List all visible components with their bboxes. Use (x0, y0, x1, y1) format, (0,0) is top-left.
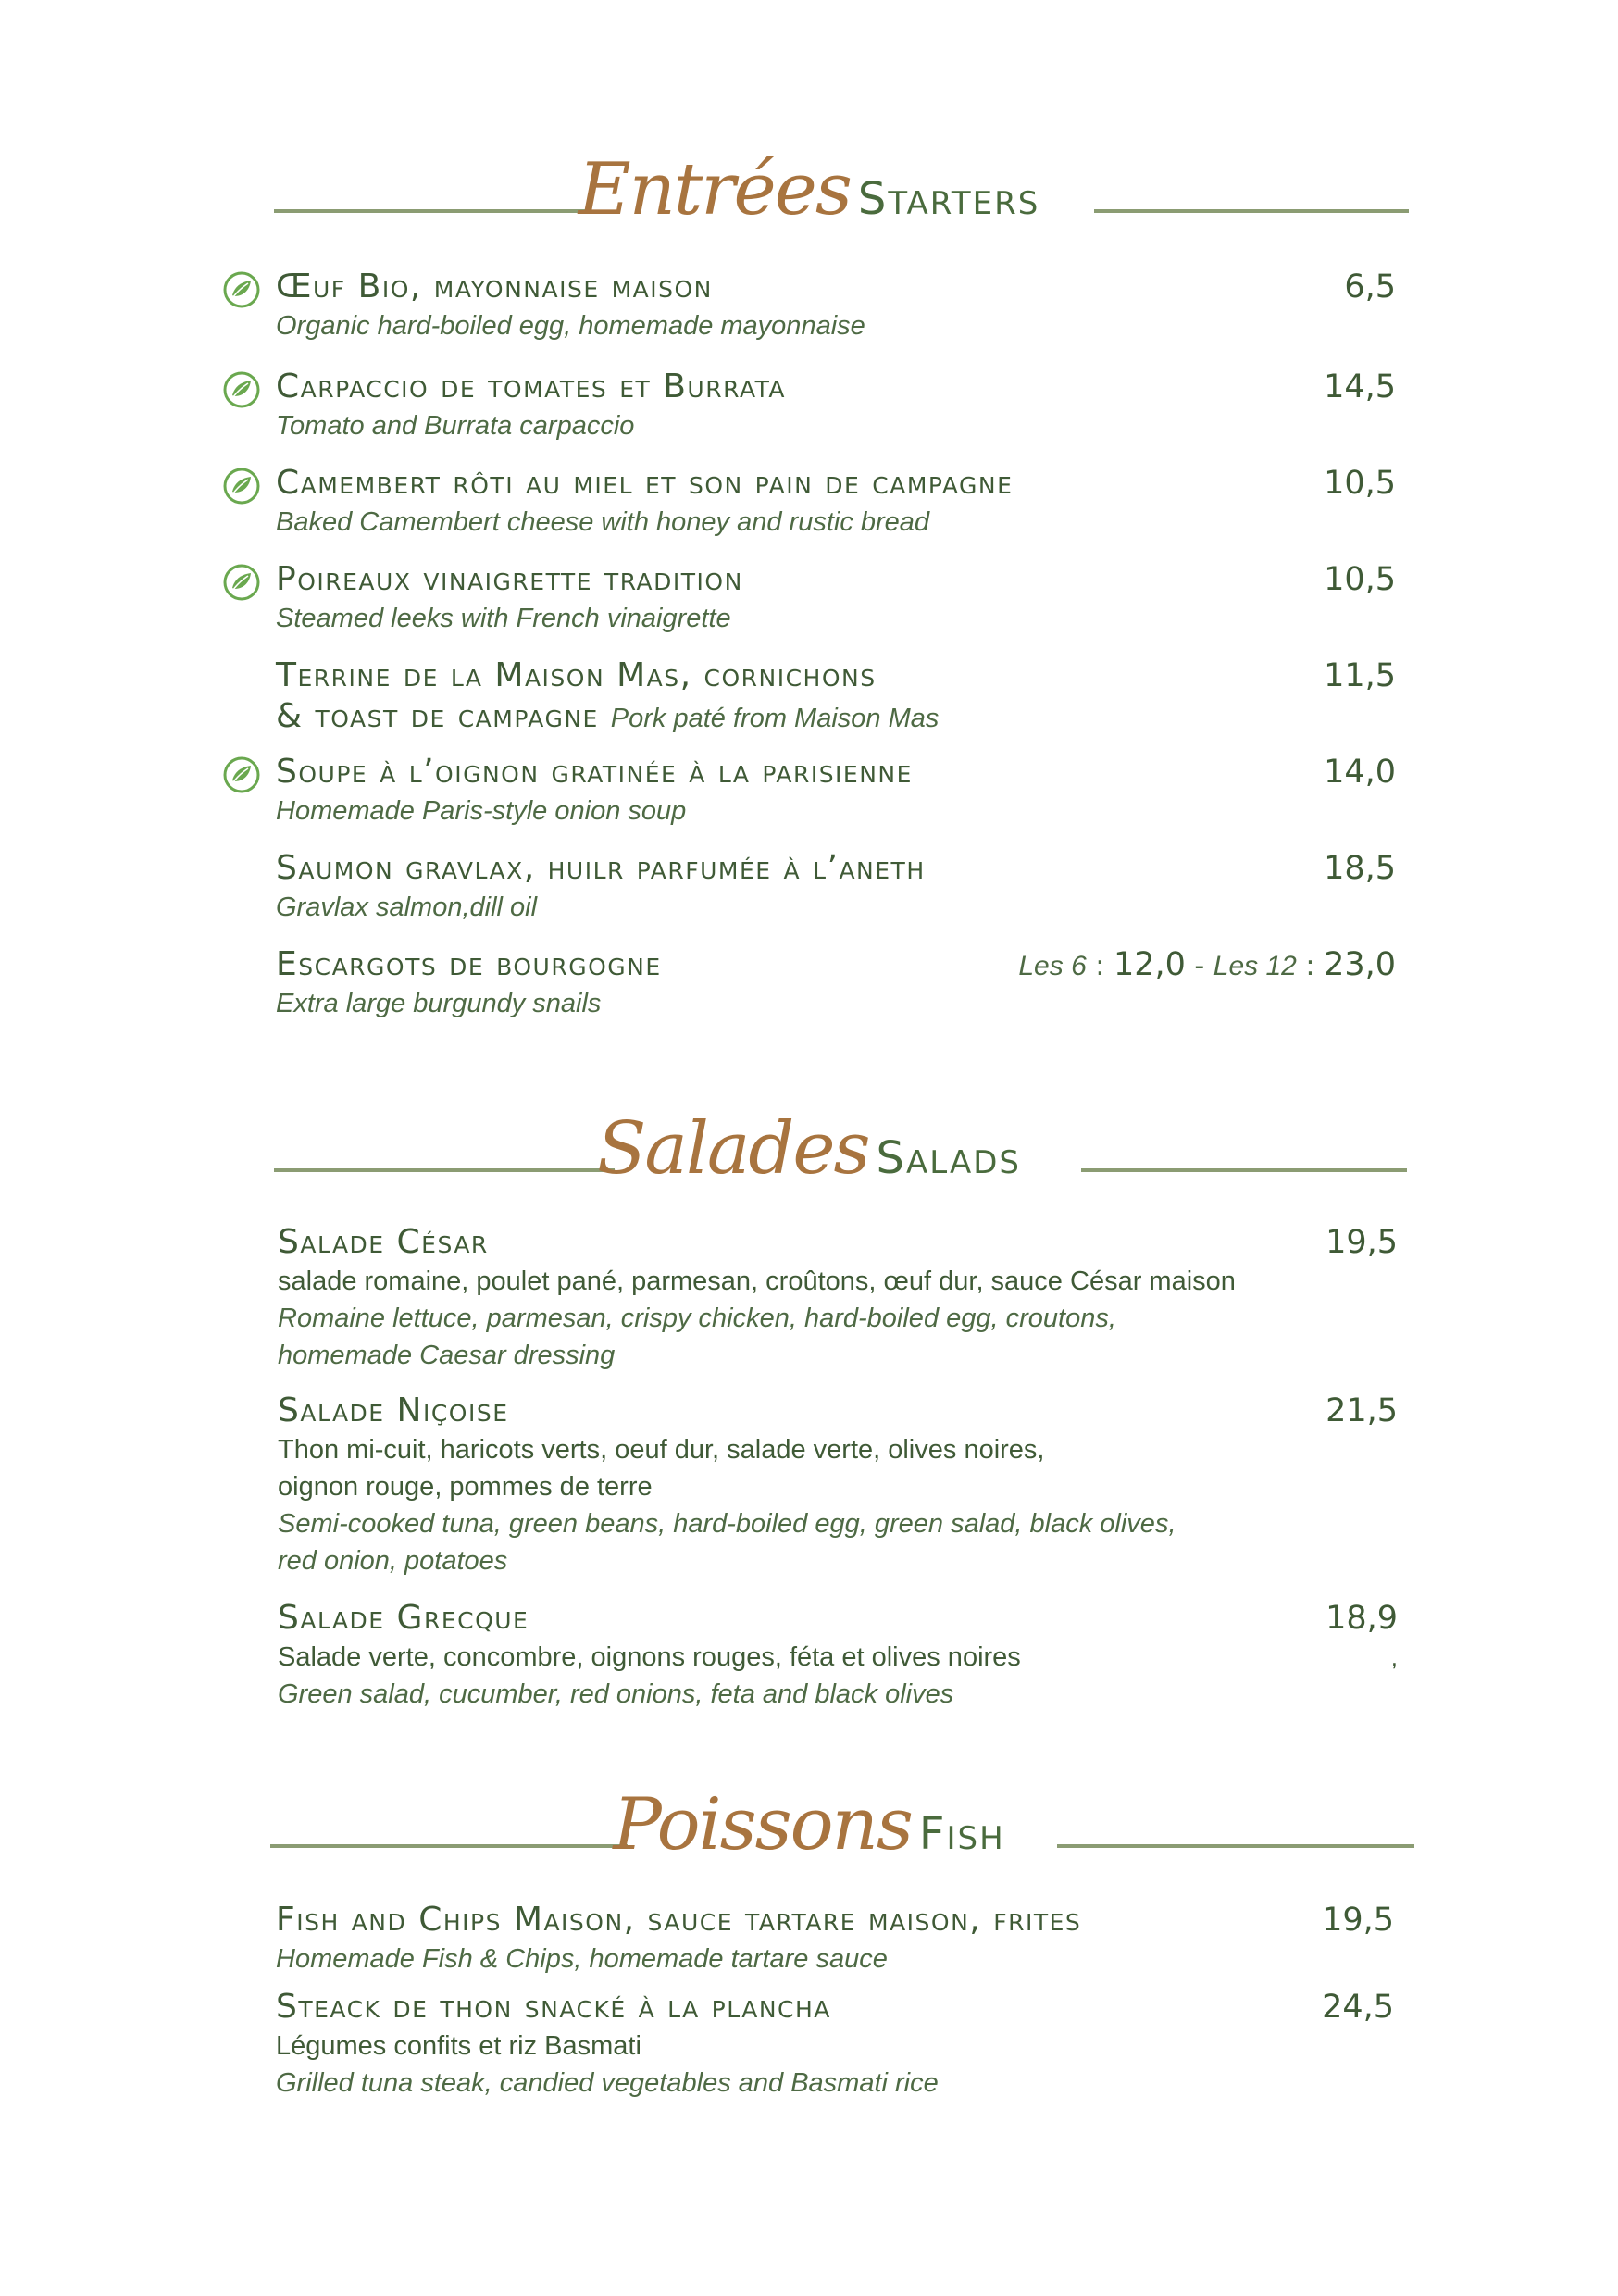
title-caps: Salads (876, 1132, 1021, 1184)
menu-item (278, 1391, 1398, 1579)
item-name: Fish and Chips Maison, sauce tartare maison, frites (276, 1901, 1082, 1939)
price-6: 12,0 (1113, 946, 1186, 983)
vegetarian-leaf-icon (222, 270, 261, 309)
item-name: Salade Grecque (278, 1599, 529, 1637)
item-name: Œuf Bio, mayonnaise maison (276, 268, 713, 306)
item-price: 18,9 (1326, 1600, 1398, 1637)
menu-item (276, 367, 1396, 444)
menu-item (278, 1222, 1398, 1374)
item-description-en: Homemade Fish & Chips, homemade tartare sauce (276, 1944, 888, 1974)
price-12: 23,0 (1324, 946, 1396, 983)
fish-header (0, 1783, 1618, 1885)
item-name-line2: & toast de campagne (276, 697, 599, 735)
item-description-en: homemade Caesar dressing (278, 1341, 616, 1370)
menu-item (276, 655, 1396, 739)
fish-section (0, 1783, 1618, 1885)
vegetarian-leaf-icon (222, 755, 261, 794)
menu-item (276, 1987, 1394, 2102)
item-price: 24,5 (1322, 1989, 1394, 2026)
item-name-continued (276, 696, 1396, 739)
menu-item (276, 559, 1396, 637)
vegetarian-leaf-icon (222, 467, 261, 505)
item-description-en: Steamed leeks with French vinaigrette (276, 604, 731, 633)
item-description-en: Green salad, cucumber, red onions, feta and black olives (278, 1679, 954, 1709)
item-price: 10,5 (1324, 561, 1396, 598)
title-caps: Fish (918, 1808, 1005, 1860)
item-description-fr: Thon mi-cuit, haricots verts, oeuf dur, salade verte, olives noires, (278, 1435, 1045, 1465)
item-description-en: Grilled tuna steak, candied vegetables and Basmati rice (276, 2068, 939, 2098)
item-description-en: Pork paté from Maison Mas (610, 704, 940, 733)
price-label-12: Les 12 (1213, 951, 1297, 981)
menu-item (276, 752, 1396, 830)
menu-item (276, 944, 1396, 1022)
item-description-en: Romaine lettuce, parmesan, crispy chicken, hard-boiled egg, croutons, (278, 1304, 1116, 1333)
item-price-options: Les 6 : 12,0 - Les 12 : 23,0 (1018, 946, 1396, 983)
price-label-6: Les 6 (1018, 951, 1087, 981)
item-name: Carpaccio de tomates et Burrata (276, 368, 787, 406)
item-name: Poireaux vinaigrette tradition (276, 560, 743, 598)
item-description-fr: oignon rouge, pommes de terre (278, 1472, 653, 1502)
vegetarian-leaf-icon (222, 370, 261, 409)
section-title (0, 1783, 1618, 1866)
item-description-en: Extra large burgundy snails (276, 989, 602, 1018)
menu-item (276, 848, 1396, 926)
title-script: Entrées (578, 148, 851, 231)
stray-comma: , (1390, 1643, 1398, 1671)
item-name: Steack de thon snacké à la plancha (276, 1988, 831, 2026)
title-caps: Starters (857, 173, 1040, 225)
item-price: 14,5 (1324, 368, 1396, 406)
item-name: Saumon gravlax, huilr parfumée à l’aneth (276, 849, 926, 887)
item-price: 11,5 (1324, 657, 1396, 694)
item-description-en: red onion, potatoes (278, 1546, 508, 1576)
menu-item (276, 267, 1396, 344)
item-description-fr: salade romaine, poulet pané, parmesan, croûtons, œuf dur, sauce César maison (278, 1267, 1236, 1296)
item-description-fr: Légumes confits et riz Basmati (276, 2031, 641, 2061)
title-script: Poissons (613, 1783, 912, 1866)
item-description-en: Baked Camembert cheese with honey and rustic bread (276, 507, 930, 537)
starters-section (0, 148, 1618, 250)
item-name: Soupe à l’oignon gratinée à la parisienne (276, 753, 913, 791)
salads-header (0, 1107, 1618, 1209)
title-script: Salades (597, 1107, 869, 1191)
item-price: 21,5 (1326, 1392, 1398, 1429)
item-description-en: Tomato and Burrata carpaccio (276, 411, 635, 441)
section-title (0, 148, 1618, 231)
item-description-en: Gravlax salmon,dill oil (276, 892, 538, 922)
item-description-fr: Salade verte, concombre, oignons rouges, féta et olives noires (278, 1642, 1021, 1672)
item-description-en: Semi-cooked tuna, green beans, hard-boiled egg, green salad, black olives, (278, 1509, 1176, 1539)
menu-item (276, 463, 1396, 541)
item-price: 19,5 (1326, 1224, 1398, 1261)
menu-item (278, 1598, 1398, 1713)
item-name: Terrine de la Maison Mas, cornichons (276, 656, 877, 694)
item-price: 14,0 (1324, 754, 1396, 791)
item-name: Salade Niçoise (278, 1391, 509, 1429)
menu-item (276, 1900, 1394, 1978)
item-price: 19,5 (1322, 1902, 1394, 1939)
item-description-en: Organic hard-boiled egg, homemade mayonnaise (276, 311, 865, 341)
salads-section (0, 1107, 1618, 1209)
item-name: Escargots de bourgogne (276, 945, 662, 983)
item-name: Salade César (278, 1223, 489, 1261)
item-price: 18,5 (1324, 850, 1396, 887)
item-description-en: Homemade Paris-style onion soup (276, 796, 687, 826)
item-name: Camembert rôti au miel et son pain de campagne (276, 464, 1014, 502)
item-price: 6,5 (1344, 268, 1396, 306)
item-price: 10,5 (1324, 465, 1396, 502)
section-title (0, 1107, 1618, 1191)
starters-header (0, 148, 1618, 250)
vegetarian-leaf-icon (222, 563, 261, 602)
